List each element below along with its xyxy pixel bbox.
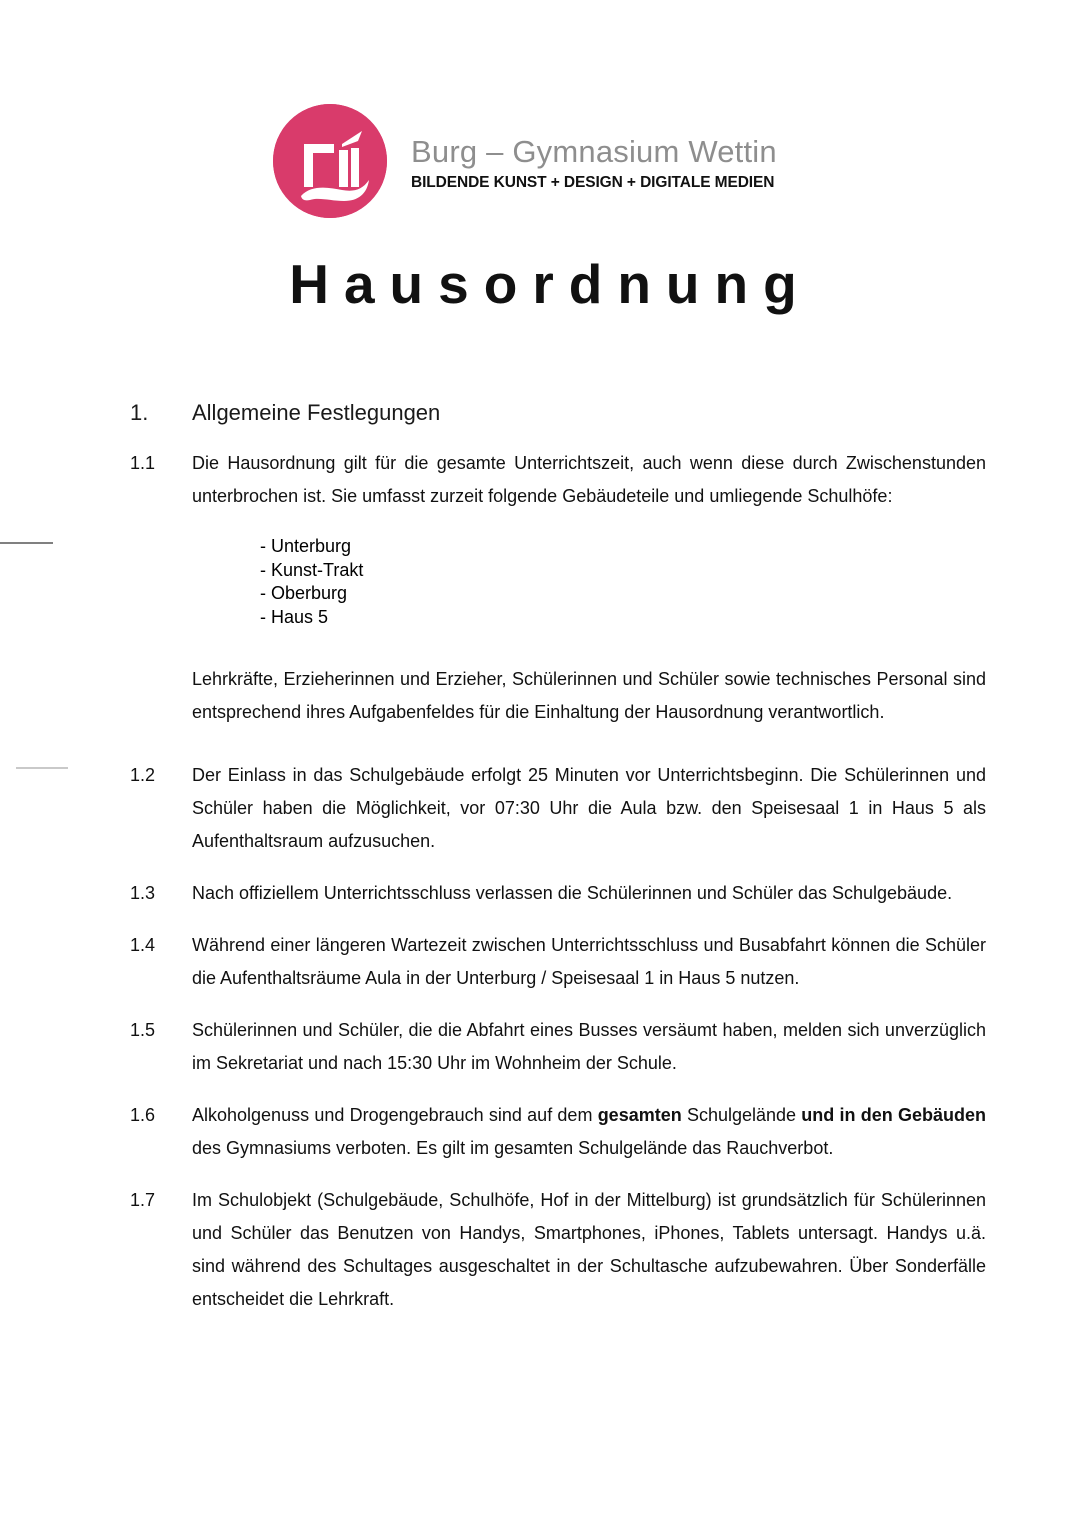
clause-1-5 xyxy=(130,1014,986,1080)
clause-text: Nach offiziellem Unterrichtsschluss verlassen die Schülerinnen und Schüler das Schulgebäude. xyxy=(192,883,953,903)
clause-number: 1.6 xyxy=(130,1105,156,1125)
page-title: Hausordnung xyxy=(289,253,812,315)
clause-1-1 xyxy=(130,447,986,513)
list-item: - Haus 5 xyxy=(260,606,329,627)
clause-text: Der Einlass in das Schulgebäude erfolgt 25 Minuten vor Unterrichtsbeginn. Die Schülerinnen und Schüler haben die Möglichkeit, vor 07:30 Uhr die Aula bzw. den Speisesaal 1 in Haus 5 als Aufenthaltsraum aufzusuchen. xyxy=(192,765,986,851)
document-body xyxy=(130,400,986,1335)
section-number: 1. xyxy=(130,400,149,425)
school-name: Burg – Gymnasium Wettin xyxy=(411,134,777,170)
letterhead-logo xyxy=(273,104,777,218)
building-list xyxy=(130,532,986,629)
clause-number: 1.5 xyxy=(130,1020,156,1040)
clause-number: 1.7 xyxy=(130,1190,156,1210)
list-item: - Unterburg xyxy=(260,536,352,556)
clause-text: Alkoholgenuss und Drogengebrauch sind auf dem gesamten Schulgelände und in den Gebäuden des Gymnasiums verboten. Es gilt im gesamten Schulgelände das Rauchverbot. xyxy=(192,1105,986,1158)
clause-1-7 xyxy=(130,1184,986,1316)
section-heading-1 xyxy=(130,400,986,426)
clause-number: 1.3 xyxy=(130,883,156,903)
letterhead-wordmark xyxy=(411,130,777,192)
responsibility-paragraph: Lehrkräfte, Erzieherinnen und Erzieher, Schülerinnen und Schüler sowie technisches Personal sind entsprechend ihres Aufgabenfeldes für die Einhaltung der Hausordnung verantwortlich. xyxy=(192,669,986,722)
clause-number: 1.1 xyxy=(130,453,156,473)
section-title: Allgemeine Festlegungen xyxy=(192,400,441,425)
clause-text: Schülerinnen und Schüler, die die Abfahrt eines Busses versäumt haben, melden sich unverzüglich im Sekretariat und nach 15:30 Uhr im Wohnheim der Schule. xyxy=(192,1020,986,1073)
clause-text: Im Schulobjekt (Schulgebäude, Schulhöfe, Hof in der Mittelburg) ist grundsätzlich für Schülerinnen und Schüler das Benutzen von Handys, Smartphones, iPhones, Tablets untersagt. Handys u.ä. sind während des Schultages ausgeschaltet in der Schultasche aufzubewahren. Über Sonderfälle entscheidet die Lehrkraft. xyxy=(192,1190,986,1309)
clause-1-4 xyxy=(130,929,986,995)
clause-1-6 xyxy=(130,1099,986,1165)
margin-rule-upper xyxy=(0,542,53,544)
margin-rule-lower xyxy=(16,767,68,769)
clause-1-3 xyxy=(130,877,986,910)
burg-gymnasium-logo-icon xyxy=(273,104,387,218)
clause-1-2 xyxy=(130,759,986,858)
clause-text: Während einer längeren Wartezeit zwischen Unterrichtsschluss und Busabfahrt können die Schüler die Aufenthaltsräume Aula in der Unterburg / Speisesaal 1 in Haus 5 nutzen. xyxy=(192,935,986,988)
clause-text: Die Hausordnung gilt für die gesamte Unterrichtszeit, auch wenn diese durch Zwischenstunden unterbrochen ist. Sie umfasst zurzeit folgende Gebäudeteile und umliegende Schulhöfe: xyxy=(192,453,986,506)
clause-number: 1.4 xyxy=(130,935,156,955)
clause-number: 1.2 xyxy=(130,765,156,785)
list-item: - Oberburg xyxy=(260,583,348,603)
list-item: - Kunst-Trakt xyxy=(260,559,364,580)
school-subjects: BILDENDE KUNST + DESIGN + DIGITALE MEDIEN xyxy=(411,173,775,191)
